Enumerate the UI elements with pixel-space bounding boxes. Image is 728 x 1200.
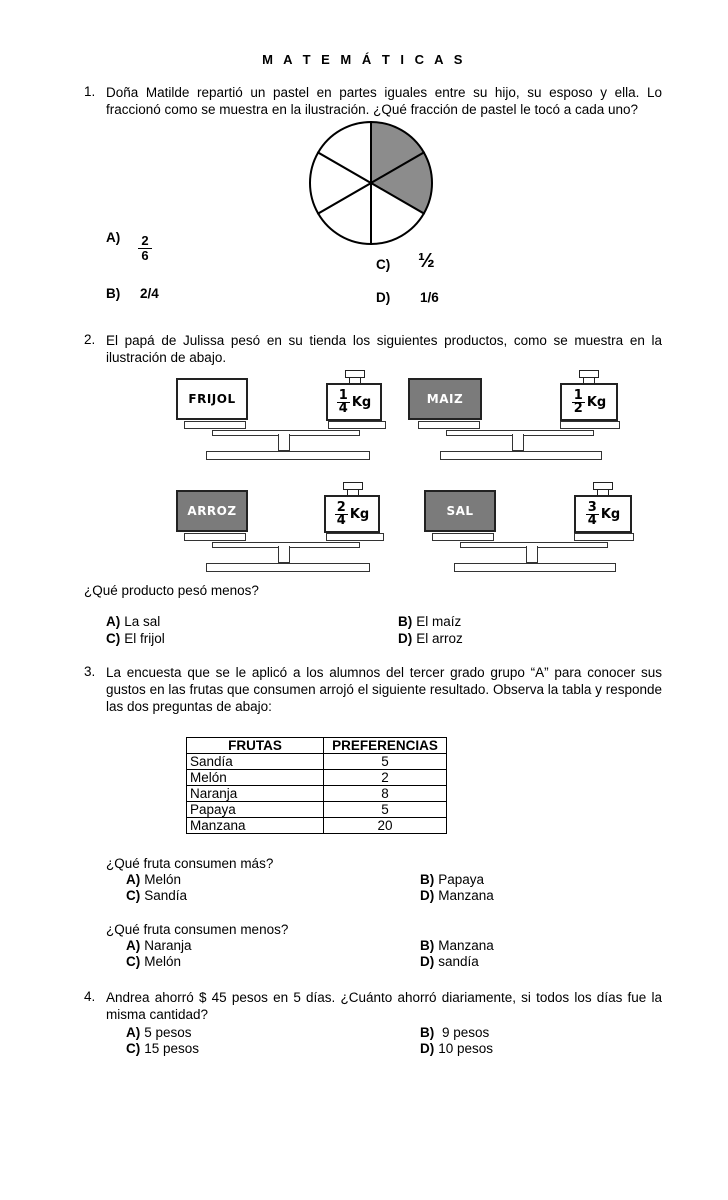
weight-frijol (326, 383, 382, 421)
bag-maiz: MAIZ (408, 378, 482, 420)
q4-option-d (420, 1041, 493, 1056)
pie-chart (306, 118, 436, 248)
unit: Kg (349, 506, 370, 522)
q3-sub2-option-a (126, 938, 192, 953)
fraction-den: 4 (336, 512, 346, 528)
q1-option-a-fraction (138, 234, 152, 263)
header-frutas: FRUTAS (187, 738, 324, 754)
option-value: Manzana (438, 938, 494, 953)
bag-sal: SAL (424, 490, 496, 532)
preferences-table (186, 737, 447, 834)
table-row (187, 754, 447, 770)
option-label: D) (398, 631, 413, 646)
option-label: D) (420, 1041, 435, 1056)
q3-sub1-option-c (126, 888, 187, 903)
fraction (572, 387, 585, 416)
option-value: 15 pesos (144, 1041, 200, 1056)
q3-sub1-option-a (126, 872, 181, 887)
q1-option-c-label: C) (376, 257, 391, 272)
option-value: El maíz (416, 614, 462, 629)
fraction (586, 499, 599, 528)
table-row (187, 786, 447, 802)
option-value: Manzana (438, 888, 494, 903)
bag-frijol: FRIJOL (176, 378, 248, 420)
scale-maiz (408, 370, 618, 465)
post (278, 434, 290, 451)
q3-number: 3. (84, 664, 96, 679)
q4-text: Andrea ahorró $ 45 pesos en 5 días. ¿Cuánto ahorró diariamente, si todos los días fue la misma cantidad? (106, 990, 662, 1022)
q3-text: La encuesta que se le aplicó a los alumnos del tercer grado grupo “A” para conocer sus gustos en las frutas que consumen arrojó el siguiente resultado. Observa la tabla y responde las dos preguntas de abajo: (106, 665, 662, 714)
pan-left (184, 421, 246, 429)
option-value: Naranja (144, 938, 192, 953)
option-label: B) (420, 872, 435, 887)
option-value: 10 pesos (438, 1041, 494, 1056)
post (526, 546, 538, 563)
q3-sub2-question: ¿Qué fruta consumen menos? (106, 922, 289, 937)
q2-option-a (106, 614, 160, 629)
option-label: B) (398, 614, 413, 629)
option-value: 9 pesos (438, 1025, 490, 1040)
q4-number: 4. (84, 989, 96, 1004)
fraction-den: 4 (587, 512, 597, 528)
unit: Kg (586, 394, 607, 410)
q1-option-d-label: D) (376, 290, 391, 305)
base (454, 563, 616, 572)
option-label: A) (126, 872, 141, 887)
option-value: Melón (144, 872, 182, 887)
fraction-den: 2 (573, 400, 583, 416)
weight-arroz (324, 495, 380, 533)
fraction-num: 3 (587, 499, 597, 515)
base (206, 563, 370, 572)
option-value: El arroz (416, 631, 463, 646)
fruit-cell: Melón (187, 770, 324, 786)
fraction-num: 1 (338, 387, 348, 403)
fruit-cell: Manzana (187, 818, 324, 834)
option-value: La sal (124, 614, 161, 629)
q3-sub2-option-b (420, 938, 494, 953)
pan-left (418, 421, 480, 429)
pan-right (560, 421, 620, 429)
scale-arroz (176, 482, 386, 577)
scale-frijol (176, 370, 386, 465)
option-label: C) (126, 888, 141, 903)
q4-option-a (126, 1025, 192, 1040)
unit: Kg (600, 506, 621, 522)
option-label: C) (126, 1041, 141, 1056)
q3-sub1-option-b (420, 872, 484, 887)
fraction (337, 387, 350, 416)
q3-sub2-option-d (420, 954, 479, 969)
fraction (335, 499, 348, 528)
fraction-num: 1 (573, 387, 583, 403)
option-value: Melón (144, 954, 182, 969)
option-value: sandía (438, 954, 479, 969)
q3-sub2-option-c (126, 954, 181, 969)
bag-arroz: ARROZ (176, 490, 248, 532)
pan-right (328, 421, 386, 429)
option-label: A) (126, 1025, 141, 1040)
scale-sal (424, 482, 634, 577)
q4-option-c (126, 1041, 199, 1056)
q3-sub1-question: ¿Qué fruta consumen más? (106, 856, 274, 871)
option-label: B) (420, 938, 435, 953)
table-row (187, 770, 447, 786)
count-cell: 20 (324, 818, 447, 834)
option-value: 5 pesos (144, 1025, 192, 1040)
q2-question: ¿Qué producto pesó menos? (84, 583, 259, 598)
q2-text: El papá de Julissa pesó en su tienda los siguientes productos, como se muestra en la ilustración de abajo. (106, 333, 662, 365)
count-cell: 5 (324, 802, 447, 818)
fruit-cell: Sandía (187, 754, 324, 770)
post (278, 546, 290, 563)
q1-option-b-value: 2/4 (140, 286, 159, 301)
option-label: B) (420, 1025, 435, 1040)
option-value: Papaya (438, 872, 485, 887)
count-cell: 5 (324, 754, 447, 770)
option-label: C) (106, 631, 121, 646)
option-label: A) (126, 938, 141, 953)
option-label: D) (420, 888, 435, 903)
q1-option-a-label: A) (106, 230, 121, 245)
q1-option-c-value: ½ (418, 250, 435, 272)
q1-option-b-label: B) (106, 286, 121, 301)
weight-maiz (560, 383, 618, 421)
table-row (187, 818, 447, 834)
q2-number: 2. (84, 332, 96, 347)
fraction-den: 4 (338, 400, 348, 416)
option-label: A) (106, 614, 121, 629)
q2-option-b (398, 614, 461, 629)
pan-left (432, 533, 494, 541)
fraction-num: 2 (336, 499, 346, 515)
q1-option-d-value: 1/6 (420, 290, 439, 305)
unit: Kg (351, 394, 372, 410)
q2-option-c (106, 631, 165, 646)
option-label: C) (126, 954, 141, 969)
q1-number: 1. (84, 84, 96, 99)
pan-right (574, 533, 634, 541)
page-title: M A T E M Á T I C A S (262, 52, 466, 67)
option-value: Sandía (144, 888, 188, 903)
q1-option-a-numerator: 2 (141, 233, 149, 248)
q1-text: Doña Matilde repartió un pastel en partes iguales entre su hijo, su esposo y ella. Lo fraccionó como se muestra en la ilustración. ¿Qué fracción de pastel le tocó a cada uno? (106, 85, 662, 117)
weight-sal (574, 495, 632, 533)
fruit-cell: Naranja (187, 786, 324, 802)
count-cell: 8 (324, 786, 447, 802)
pan-right (326, 533, 384, 541)
count-cell: 2 (324, 770, 447, 786)
base (440, 451, 602, 460)
post (512, 434, 524, 451)
table-header-row (187, 738, 447, 754)
option-label: D) (420, 954, 435, 969)
fruit-cell: Papaya (187, 802, 324, 818)
q2-option-d (398, 631, 463, 646)
q4-option-b (420, 1025, 489, 1040)
q1-option-a-denominator: 6 (138, 248, 152, 263)
q3-sub1-option-d (420, 888, 494, 903)
option-value: El frijol (124, 631, 165, 646)
base (206, 451, 370, 460)
pan-left (184, 533, 246, 541)
header-preferencias: PREFERENCIAS (324, 738, 447, 754)
table-row (187, 802, 447, 818)
